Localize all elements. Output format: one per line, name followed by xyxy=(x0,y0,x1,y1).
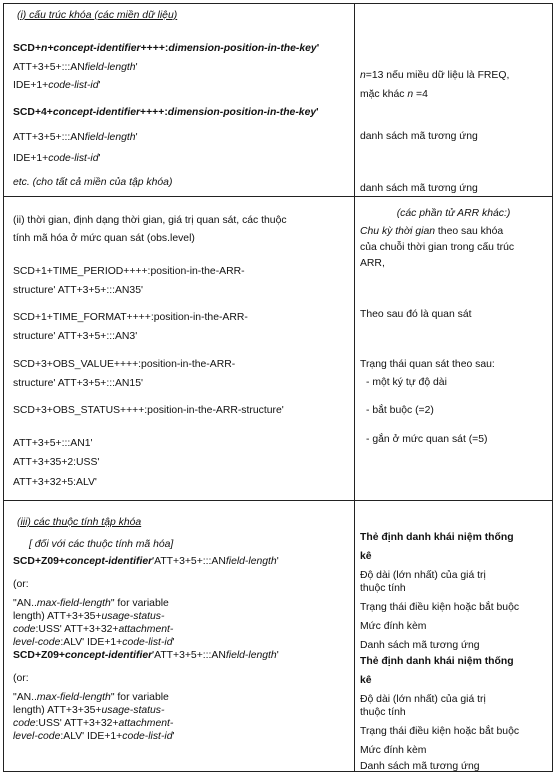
section3-alt-1-line-3: code:USS' ATT+3+32+attachment- xyxy=(13,624,174,635)
section3-note-1-line-6: Mức đính kèm xyxy=(360,621,427,632)
section3-note-2-line-5: Trạng thái điều kiện hoặc bắt buộc xyxy=(360,726,520,737)
section3-or-1: (or: xyxy=(13,579,29,590)
section3-alt-2-line-1: "AN..max-field-length" for variable xyxy=(13,692,169,703)
section3-or-2: (or: xyxy=(13,673,29,684)
section2-line-3: SCD+1+TIME_PERIOD++++:position-in-the-ARR- xyxy=(13,266,245,277)
section1-line-6: IDE+1+code-list-id' xyxy=(13,153,101,164)
section3-note-1-line-5: Trạng thái điều kiện hoặc bắt buộc xyxy=(360,602,520,613)
section-divider-2 xyxy=(3,500,553,501)
section2-line-5: SCD+1+TIME_FORMAT++++:position-in-the-ARR- xyxy=(13,312,248,323)
section3-note-2-line-2: kê xyxy=(360,675,372,686)
section1-note-codelist-2: danh sách mã tương ứng xyxy=(360,183,478,194)
section2-note-heading: (các phần tử ARR khác:) xyxy=(396,208,511,219)
section2-line-12: ATT+3+32+5:ALV' xyxy=(13,477,97,488)
column-divider xyxy=(354,3,355,771)
section2-note-8: - gắn ở mức quan sát (=5) xyxy=(366,434,488,445)
section3-scd-1: SCD+Z09+concept-identifier'ATT+3+5+:::ANfield-length' xyxy=(13,556,279,567)
section1-line-1: SCD+n+concept-identifier++++:dimension-position-in-the-key' xyxy=(13,43,320,54)
section3-note-1-line-4: thuộc tính xyxy=(360,583,406,594)
section3-note-1-line-3: Độ dài (lớn nhất) của giá trị xyxy=(360,570,486,581)
section3-note-2-line-3: Độ dài (lớn nhất) của giá trị xyxy=(360,694,486,705)
table-border-top xyxy=(3,3,553,4)
section1-note-n13: n=13 nếu miều dữ liệu là FREQ, xyxy=(360,70,510,81)
section3-subheading: [ đối với các thuộc tính mã hóa] xyxy=(29,539,174,550)
section3-alt-2-line-4: level-code:ALV' IDE+1+code-list-id' xyxy=(13,731,175,742)
section3-note-2-line-1: Thẻ định danh khái niệm thống xyxy=(360,656,514,667)
section1-line-4: SCD+4+concept-identifier++++:dimension-position-in-the-key' xyxy=(13,107,319,118)
section1-note-codelist-1: danh sách mã tương ứng xyxy=(360,131,478,142)
section3-alt-1-line-1: "AN..max-field-length" for variable xyxy=(13,598,169,609)
section2-line-10: ATT+3+5+:::AN1' xyxy=(13,438,93,449)
section3-scd-2: SCD+Z09+concept-identifier'ATT+3+5+:::ANfield-length' xyxy=(13,650,279,661)
section3-note-1-line-7: Danh sách mã tương ứng xyxy=(360,640,480,651)
section2-line-6: structure' ATT+3+5+:::AN3' xyxy=(13,331,138,342)
section2-line-7: SCD+3+OBS_VALUE++++:position-in-the-ARR- xyxy=(13,359,236,370)
section3-alt-1-line-2: length) ATT+3+35+usage-status- xyxy=(13,611,165,622)
section2-line-9: SCD+3+OBS_STATUS++++:position-in-the-ARR-structure' xyxy=(13,405,284,416)
section2-heading-line-2: tính mã hóa ở mức quan sát (obs.level) xyxy=(13,233,195,244)
section3-note-2-line-7: Danh sách mã tương ứng xyxy=(360,761,480,772)
section2-note-7: - bắt buộc (=2) xyxy=(366,405,434,416)
section3-alt-1-line-4: level-code:ALV' IDE+1+code-list-id' xyxy=(13,637,175,648)
section2-note-6: - một ký tự độ dài xyxy=(366,377,447,388)
section3-alt-2-line-2: length) ATT+3+35+usage-status- xyxy=(13,705,165,716)
section1-note-n4: mặc khác n =4 xyxy=(360,89,428,100)
section-divider-1 xyxy=(3,196,553,197)
table-border-right xyxy=(552,3,553,771)
table-border-left xyxy=(3,3,4,771)
section2-line-4: structure' ATT+3+5+:::AN35' xyxy=(13,285,143,296)
section2-note-4: Theo sau đó là quan sát xyxy=(360,309,472,320)
section3-note-2-line-6: Mức đính kèm xyxy=(360,745,427,756)
section2-note-5: Trạng thái quan sát theo sau: xyxy=(360,359,495,370)
section1-heading: (i) cấu trúc khóa (các miền dữ liệu) xyxy=(17,10,178,21)
section3-heading: (iii) các thuộc tính tập khóa xyxy=(17,517,142,528)
section1-line-3: IDE+1+code-list-id' xyxy=(13,80,101,91)
document-page xyxy=(3,3,553,771)
section3-alt-2-line-3: code:USS' ATT+3+32+attachment- xyxy=(13,718,174,729)
section2-line-8: structure' ATT+3+5+:::AN15' xyxy=(13,378,143,389)
section3-note-2-line-4: thuộc tính xyxy=(360,707,406,718)
section2-note-2: của chuỗi thời gian trong cấu trúc xyxy=(360,242,515,253)
section3-note-1-line-2: kê xyxy=(360,551,372,562)
section2-line-11: ATT+3+35+2:USS' xyxy=(13,457,100,468)
section2-note-1: Chu kỳ thời gian theo sau khóa xyxy=(360,226,504,237)
section1-line-2: ATT+3+5+:::ANfield-length' xyxy=(13,62,138,73)
section1-line-5: ATT+3+5+:::ANfield-length' xyxy=(13,132,138,143)
section2-heading-line-1: (ii) thời gian, định dạng thời gian, giá trị quan sát, các thuộc xyxy=(13,215,287,226)
section2-note-3: ARR, xyxy=(360,258,385,269)
section3-note-1-line-1: Thẻ định danh khái niệm thống xyxy=(360,532,514,543)
section1-line-7: etc. (cho tất cả miền của tập khóa) xyxy=(13,177,173,188)
